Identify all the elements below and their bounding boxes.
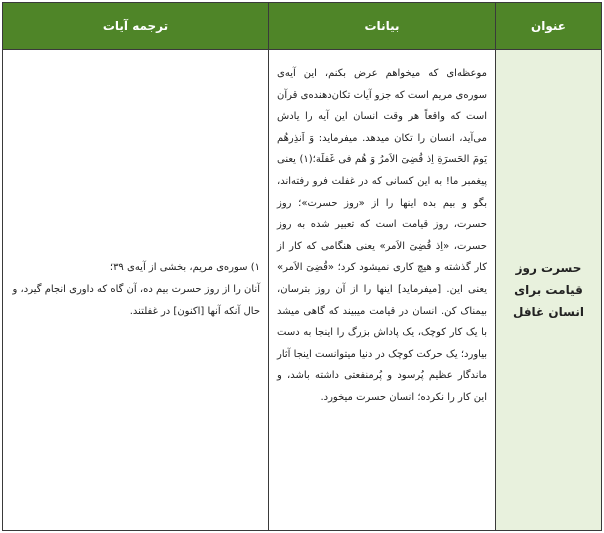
- translation-cell: [3, 50, 269, 531]
- title-line: انسان غافل: [512, 305, 585, 319]
- title-cell: [496, 50, 602, 531]
- header-translation: ترجمه آیات: [3, 3, 269, 50]
- title-line: قیامت برای: [514, 283, 583, 297]
- content-table: [2, 2, 602, 531]
- header-row: [3, 3, 602, 50]
- verse-translation: آنان را از روز حسرت بیم ده، آن گاه که داوری انجام گیرد، و حال آنكه آنها [اكنون] در غفلتند.: [12, 284, 260, 317]
- header-title: عنوان: [496, 3, 602, 50]
- explanation-cell: موعظه‌ای که میخواهم عرض بکنم، این آیه‌ی سوره‌ی مریم است که جزو آیات تکان‌دهنده‌ی قرآن است که واقعاً هر وقت انسان این آیه را یادش می‌آید، انسان را تکان میدهد. میفرماید: وَ اَنذِرهُم یَومَ الحَسرَةِ اِذ قُضِیَ الاَمرُ وَ هُم فی غَفلَة؛(۱) یعنی پیغمبر ما! به این کسانی که در غفلت فرو رفته‌اند، بگو و بیم بده اینها را از «روز حسرت»؛ روز حسرت، روز قیامت است که تعبیر شده به روز حسرت، «اِذ قُضِیَ الاَمر» یعنی هنگامی که کار از کار گذشته و هیچ کاری نمیشود کرد؛ «قُضِیَ الاَمر» یعنی این. [میفرماید] اینها را از آن روز بترسان، بیمناک کن. انسان در قیامت میبیند که گاهی میشد با یک کار کوچک، یک پاداش بزرگ را اینجا به دست بیاورد؛ یک حرکت کوچک در دنیا میتوانست اینجا آثار ماندگار عظیم پُرسود و پُرمنفعتی داشته باشد، و این کار را نکرده؛ انسان حسرت میخورد.: [269, 50, 496, 531]
- title-line: حسرت روز: [515, 261, 582, 275]
- footnote-reference: ۱) سوره‌ی مریم، بخشی از آیه‌ی ۳۹؛: [109, 262, 260, 273]
- table-row: [3, 50, 602, 531]
- header-explanation: بیانات: [269, 3, 496, 50]
